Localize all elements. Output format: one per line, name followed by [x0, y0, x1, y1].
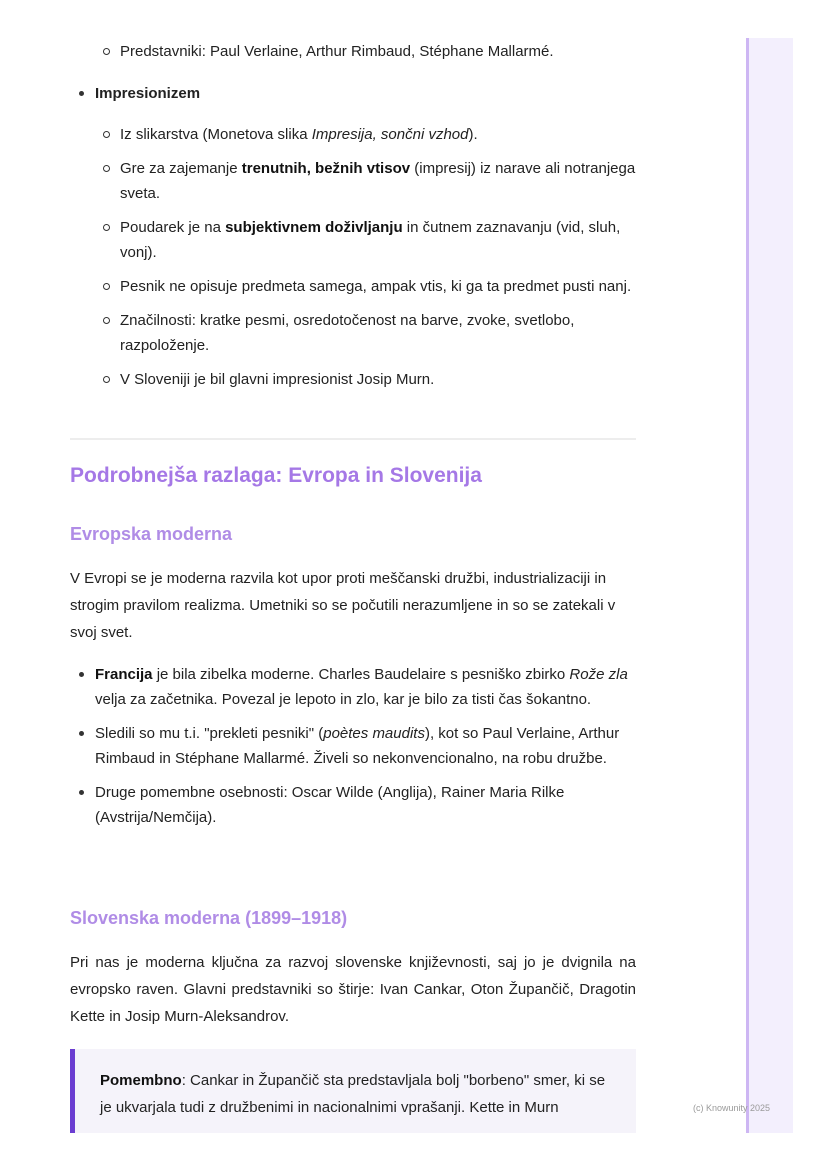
list-item: Predstavniki: Paul Verlaine, Arthur Rimbaud, Stéphane Mallarmé.	[70, 39, 636, 64]
list-item: Sledili so mu t.i. "prekleti pesniki" (poètes maudits), kot so Paul Verlaine, Arthur Rimbaud in Stéphane Mallarmé. Živeli so nekonvencionalno, na robu družbe.	[70, 721, 636, 771]
list-item: Poudarek je na subjektivnem doživljanju in čutnem zaznavanju (vid, sluh, vonj).	[70, 215, 636, 265]
paragraph-slovenska: Pri nas je moderna ključna za razvoj slovenske književnosti, saj jo je dvignila na evropsko raven. Glavni predstavniki so štirje: Ivan Cankar, Oton Župančič, Dragotin Kette in Josip Murn-Aleksandrov.	[70, 954, 636, 1025]
impresionizem-sublist	[70, 122, 636, 401]
watermark: (c) Knowunity 2025	[693, 1103, 771, 1113]
evropska-bullets	[70, 662, 636, 839]
subheading-evropska: Evropska moderna	[70, 524, 233, 544]
list-item-impresionizem: Impresionizem	[70, 81, 636, 106]
list-item: V Sloveniji je bil glavni impresionist Josip Murn.	[70, 367, 636, 392]
callout-text: : Cankar in Župančič sta predstavljala bolj "borbeno" smer, ki se je ukvarjala tudi z družbenimi in nacionalnimi vprašanji. Kette in Murn	[100, 1072, 606, 1116]
list-item: Gre za zajemanje trenutnih, bežnih vtisov (impresij) iz narave ali notranjega sveta.	[70, 156, 636, 206]
section-heading: Podrobnejša razlaga: Evropa in Slovenija	[70, 464, 482, 487]
callout-important	[70, 1049, 636, 1133]
side-panel	[746, 38, 793, 1133]
list-item: Francija je bila zibelka moderne. Charles Baudelaire s pesniško zbirko Rože zla velja za začetnika. Povezal je lepoto in zlo, kar je bilo za tisti čas šokantno.	[70, 662, 636, 712]
section-divider	[70, 438, 636, 440]
subheading-slovenska: Slovenska moderna (1899–1918)	[70, 908, 348, 928]
list-item: Druge pomembne osebnosti: Oscar Wilde (Anglija), Rainer Maria Rilke (Avstrija/Nemčija).	[70, 780, 636, 830]
list-item: Pesnik ne opisuje predmeta samega, ampak vtis, ki ga ta predmet pusti nanj.	[70, 274, 636, 299]
symbolism-sublist	[70, 39, 636, 73]
top-level-list	[70, 81, 636, 106]
paragraph-evropska: V Evropi se je moderna razvila kot upor proti meščanski družbi, industrializaciji in strogim pravilom realizma. Umetniki so se počutili nerazumljene in so se zatekali v svoj svet.	[70, 570, 616, 641]
list-item: Značilnosti: kratke pesmi, osredotočenost na barve, zvoke, svetlobo, razpoloženje.	[70, 308, 636, 358]
list-item: Iz slikarstva (Monetova slika Impresija, sončni vzhod).	[70, 122, 636, 147]
callout-label: Pomembno	[100, 1072, 182, 1089]
